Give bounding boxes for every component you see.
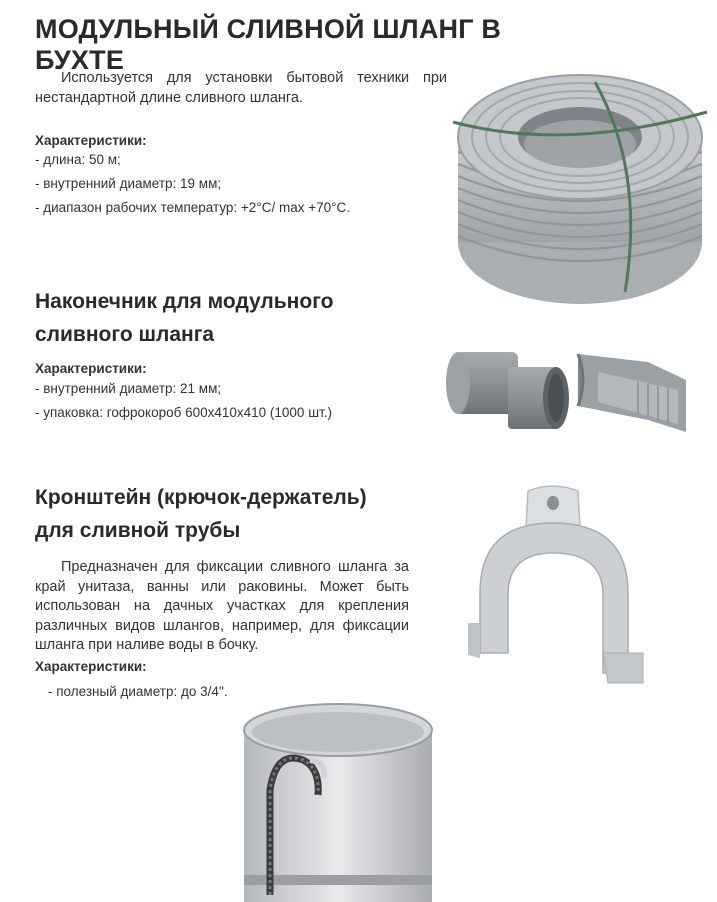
bracket-title-line2: для сливной трубы	[35, 519, 241, 542]
hose-specs-list	[35, 148, 350, 220]
hose-description: Используется для установки бытовой техники при нестандартной длине сливного шланга.	[35, 70, 447, 106]
hose-spec-temperature: - диапазон рабочих температур: +2°С/ max +70°С.	[35, 200, 351, 215]
bracket-title	[35, 481, 455, 547]
hose-spec-diameter: - внутренний диаметр: 19 мм;	[35, 176, 222, 191]
hose-specs-label: Характеристики:	[35, 133, 147, 148]
bracket-spec-diameter: - полезный диаметр: до 3/4''.	[48, 684, 228, 699]
coiled-hose-image	[445, 52, 710, 322]
bracket-specs-label: Характеристики:	[35, 659, 147, 674]
hose-fitting-image	[438, 332, 698, 447]
hose-spec-length: - длина: 50 м;	[35, 152, 121, 167]
bracket-specs-list	[48, 680, 228, 704]
fitting-title	[35, 285, 435, 351]
bracket-title-line1: Кронштейн (крючок-держатель)	[35, 486, 367, 509]
fitting-specs-label: Характеристики:	[35, 361, 147, 376]
hose-bracket-image	[458, 483, 678, 693]
bracket-description: Предназначен для фиксации сливного шланга за край унитаза, ванны или раковины. Может быть использован на дачных участках для крепления различных видов шлангов, например, для фиксации шланга при наливе воды в бочку.	[35, 559, 409, 653]
page-title: МОДУЛЬНЫЙ СЛИВНОЙ ШЛАНГ В БУХТЕ	[35, 14, 502, 75]
fitting-title-line1: Наконечник для модульного	[35, 290, 334, 313]
fitting-title-line2: сливного шланга	[35, 323, 215, 346]
fitting-specs-list	[35, 377, 332, 425]
barrel-with-hose-image	[238, 700, 438, 902]
fitting-spec-packaging: - упаковка: гофрокороб 600х410х410 (1000 шт.)	[35, 405, 332, 420]
fitting-spec-diameter: - внутренний диаметр: 21 мм;	[35, 381, 222, 396]
